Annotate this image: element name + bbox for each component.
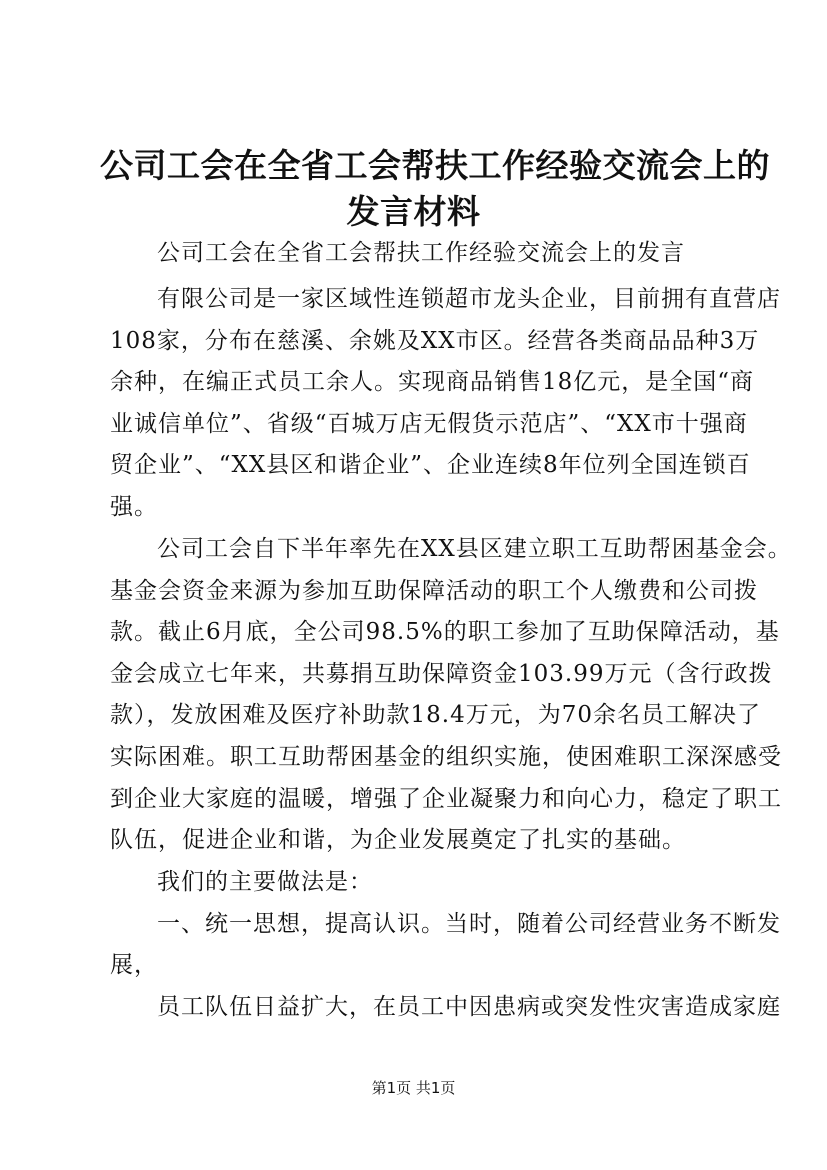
subtitle-line: 公司工会在全省工会帮扶工作经验交流会上的发言 (157, 240, 685, 266)
paragraph-line: 公司工会自下半年率先在XX县区建立职工互助帮困基金会。 (157, 536, 792, 562)
paragraph-line: 款。截止6月底，全公司98.5%的职工参加了互助保障活动，基 (110, 619, 780, 645)
title-line-1: 公司工会在全省工会帮扶工作经验交流会上的 (100, 146, 770, 185)
paragraph-line: 强。 (110, 494, 158, 520)
paragraph-line: 款），发放困难及医疗补助款18.4万元，为70余名员工解决了 (110, 702, 761, 728)
title-line-2: 发言材料 (346, 192, 481, 231)
document-title (100, 143, 770, 235)
paragraph-line: 队伍，促进企业和谐，为企业发展奠定了扎实的基础。 (110, 827, 686, 853)
paragraph-line: 余种，在编正式员工余人。实现商品销售18亿元，是全国“商 (110, 369, 755, 395)
paragraph-line: 贸企业”、“XX县区和谐企业”、企业连续8年位列全国连锁百 (110, 452, 751, 478)
paragraph-line: 实际困难。职工互助帮困基金的组织实施，使困难职工深深感受 (110, 744, 782, 770)
paragraph-line: 员工队伍日益扩大，在员工中因患病或突发性灾害造成家庭 (157, 994, 781, 1020)
paragraph-line: 基金会资金来源为参加互助保障活动的职工个人缴费和公司拨 (110, 578, 758, 604)
paragraph-line: 金会成立七年来，共募捐互助保障资金103.99万元（含行政拨 (110, 661, 773, 687)
paragraph-line: 有限公司是一家区域性连锁超市龙头企业，目前拥有直营店 (157, 286, 781, 312)
paragraph-line: 108家，分布在慈溪、余姚及XX市区。经营各类商品品种3万 (110, 328, 760, 354)
page-number-footer: 第1页 共1页 (371, 1079, 456, 1097)
paragraph-line: 展， (110, 952, 158, 978)
paragraph-line: 一、统一思想，提高认识。当时，随着公司经营业务不断发 (157, 911, 781, 937)
paragraph-line: 到企业大家庭的温暖，增强了企业凝聚力和向心力，稳定了职工 (110, 786, 782, 812)
paragraph-line: 我们的主要做法是： (157, 869, 373, 895)
paragraph-line: 业诚信单位”、省级“百城万店无假货示范店”、“XX市十强商 (110, 411, 748, 437)
